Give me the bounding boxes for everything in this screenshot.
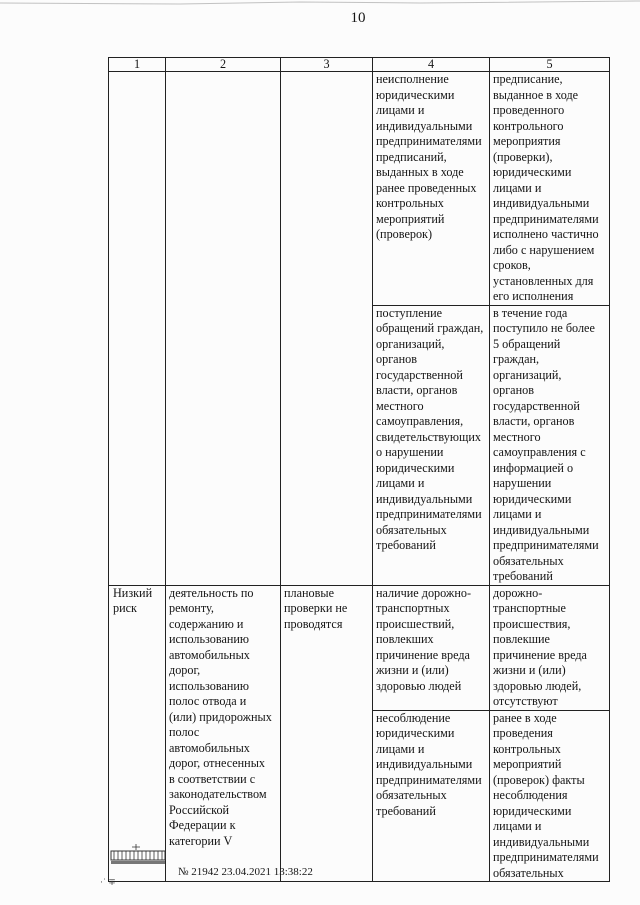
threshold-cell: в течение года поступило не более 5 обращений граждан, организаций, органов государственной власти, органов местного самоуправления с информацией о нарушении юридическими лицами и индивидуальными предпринимателями обязательных требований (490, 305, 610, 585)
column-2-header: 2 (166, 58, 281, 72)
category-cell-continued (109, 72, 166, 586)
registry-stamp-image (110, 843, 166, 865)
table-row (109, 72, 610, 306)
criterion-cell: неисполнение юридическими лицами и индивидуальными предпринимателями предписаний, выданных в ходе ранее проведенных контрольных мероприятий (проверок) (373, 72, 490, 306)
activity-cell: деятельность по ремонту, содержанию и использованию автомобильных дорог, использованию полос отвода и (или) придорожных полос автомобильных дорог, отнесенных в соответствии с законодательством Российской Федерации к категории V (166, 585, 281, 882)
column-1-header: 1 (109, 58, 166, 72)
criterion-cell: наличие дорожно- транспортных происшествий, повлекших причинение вреда жизни и (или) здоровью людей (373, 585, 490, 710)
inspections-cell-continued (281, 72, 373, 586)
column-5-header: 5 (490, 58, 610, 72)
threshold-cell: дорожно- транспортные происшествия, повлекшие причинение вреда жизни и (или) здоровью людей, отсутствуют (490, 585, 610, 710)
risk-category-cell: Низкий риск (109, 585, 166, 882)
margin-mark: ·˙ ∓ (100, 877, 116, 887)
page-number: 10 (350, 10, 366, 26)
table-header-row (109, 58, 610, 72)
criterion-cell: несоблюдение юридическими лицами и индивидуальными предпринимателями обязательных требований (373, 710, 490, 882)
threshold-cell: предписание, выданное в ходе проведенного контрольного мероприятия (проверки), юридическими лицами и индивидуальными предпринимателями исполнено частично либо с нарушением сроков, установленных для его исполнения (490, 72, 610, 306)
column-4-header: 4 (373, 58, 490, 72)
table-row (109, 585, 610, 710)
risk-criteria-table (108, 57, 610, 882)
activity-cell-continued (166, 72, 281, 586)
document-registration-code: № 21942 23.04.2021 13:38:22 (178, 866, 313, 878)
inspections-cell: плановые проверки не проводятся (281, 585, 373, 882)
threshold-cell: ранее в ходе проведения контрольных мероприятий (проверок) факты несоблюдения юридическими лицами и индивидуальными предпринимателями обязательных (490, 710, 610, 882)
column-3-header: 3 (281, 58, 373, 72)
criterion-cell: поступление обращений граждан, организаций, органов государственной власти, органов местного самоуправления, свидетельствующих о нарушении юридическими лицами и индивидуальными предпринимателями обязательных требований (373, 305, 490, 585)
